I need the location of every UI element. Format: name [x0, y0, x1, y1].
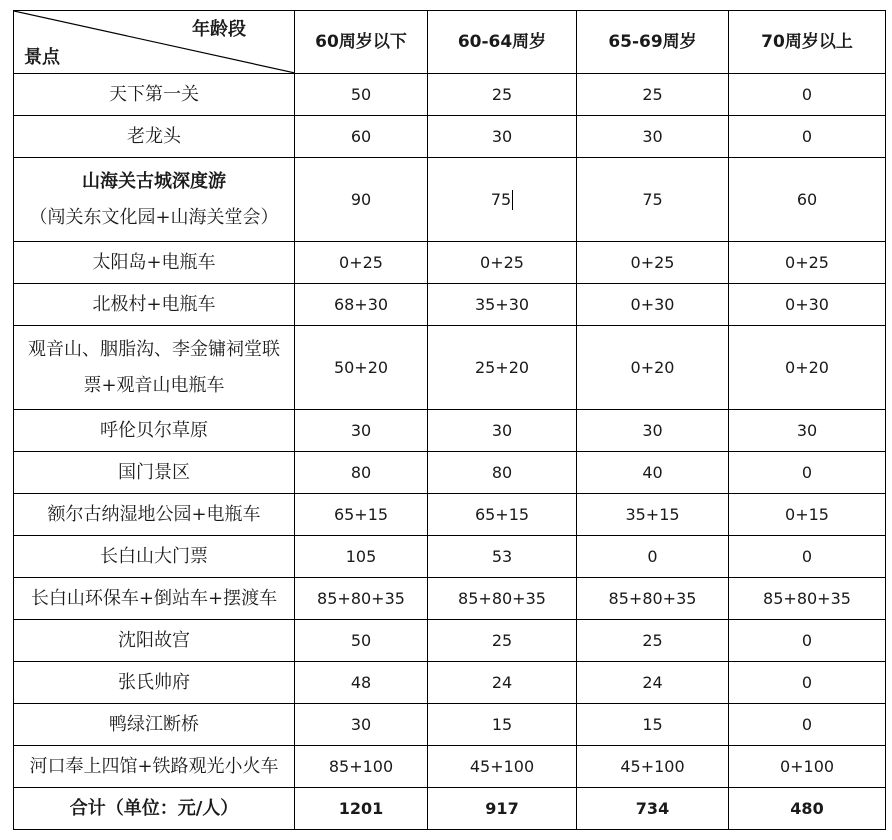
total-value: 480	[729, 788, 886, 830]
price-cell: 105	[295, 536, 428, 578]
col-header-under-60: 60周岁以下	[295, 11, 428, 74]
price-cell: 30	[295, 704, 428, 746]
price-cell: 24	[428, 662, 577, 704]
price-cell: 15	[428, 704, 577, 746]
price-cell: 25	[428, 74, 577, 116]
total-value: 1201	[295, 788, 428, 830]
price-cell: 65+15	[295, 494, 428, 536]
price-cell: 0	[729, 74, 886, 116]
table-row	[14, 116, 886, 158]
price-cell: 0+25	[729, 242, 886, 284]
price-cell: 0+25	[577, 242, 729, 284]
attraction-name: 长白山环保车+倒站车+摆渡车	[14, 578, 295, 620]
price-cell: 60	[729, 158, 886, 242]
price-cell: 53	[428, 536, 577, 578]
price-cell: 85+100	[295, 746, 428, 788]
price-cell: 48	[295, 662, 428, 704]
price-cell: 30	[577, 410, 729, 452]
table-row	[14, 746, 886, 788]
price-cell: 35+15	[577, 494, 729, 536]
table-row	[14, 410, 886, 452]
table-row	[14, 452, 886, 494]
price-cell: 0	[729, 116, 886, 158]
price-cell: 30	[428, 410, 577, 452]
price-cell: 50	[295, 74, 428, 116]
price-cell: 0+20	[729, 326, 886, 410]
price-cell: 0	[729, 662, 886, 704]
attraction-name: 老龙头	[14, 116, 295, 158]
price-cell: 40	[577, 452, 729, 494]
attraction-name: 国门景区	[14, 452, 295, 494]
price-cell: 15	[577, 704, 729, 746]
total-row	[14, 788, 886, 830]
total-label: 合计（单位：元/人）	[14, 788, 295, 830]
table-row	[14, 620, 886, 662]
attraction-name: 山海关古城深度游	[82, 170, 226, 192]
price-cell: 60	[295, 116, 428, 158]
table-row	[14, 74, 886, 116]
price-cell: 0	[577, 536, 729, 578]
table-row	[14, 242, 886, 284]
age-group-label: 年龄段	[192, 19, 246, 40]
price-value: 75	[490, 189, 512, 209]
price-cell: 90	[295, 158, 428, 242]
attraction-name: 鸭绿江断桥	[14, 704, 295, 746]
price-cell: 0+100	[729, 746, 886, 788]
attraction-name: 沈阳故宫	[14, 620, 295, 662]
total-value: 917	[428, 788, 577, 830]
text-cursor	[512, 190, 513, 210]
price-cell: 85+80+35	[295, 578, 428, 620]
table-row	[14, 578, 886, 620]
price-cell: 65+15	[428, 494, 577, 536]
price-cell: 0	[729, 536, 886, 578]
price-cell: 50	[295, 620, 428, 662]
price-cell: 25	[577, 74, 729, 116]
price-cell: 30	[729, 410, 886, 452]
price-cell: 0+20	[577, 326, 729, 410]
attraction-label: 景点	[24, 47, 60, 68]
attraction-name: 北极村+电瓶车	[14, 284, 295, 326]
price-cell: 45+100	[577, 746, 729, 788]
attraction-name: 额尔古纳湿地公园+电瓶车	[14, 494, 295, 536]
price-cell: 68+30	[295, 284, 428, 326]
price-cell: 85+80+35	[428, 578, 577, 620]
table-row	[14, 158, 886, 242]
col-header-60-64: 60-64周岁	[428, 11, 577, 74]
table-row	[14, 704, 886, 746]
attraction-name: 观音山、胭脂沟、李金镛祠堂联	[28, 338, 280, 360]
attraction-name-cell	[14, 158, 295, 242]
price-cell: 25+20	[428, 326, 577, 410]
price-cell: 80	[295, 452, 428, 494]
price-cell: 80	[428, 452, 577, 494]
attraction-name-cell	[14, 326, 295, 410]
price-cell: 0+30	[577, 284, 729, 326]
ticket-price-table	[13, 10, 886, 830]
price-cell: 30	[577, 116, 729, 158]
attraction-subname: （闯关东文化园+山海关堂会）	[29, 206, 279, 228]
price-cell: 30	[428, 116, 577, 158]
price-cell: 50+20	[295, 326, 428, 410]
table-row	[14, 536, 886, 578]
price-cell: 0	[729, 452, 886, 494]
price-cell: 0+25	[428, 242, 577, 284]
price-cell: 30	[295, 410, 428, 452]
col-header-over-70: 70周岁以上	[729, 11, 886, 74]
price-cell-editing[interactable]	[428, 158, 577, 242]
header-row	[14, 11, 886, 74]
price-cell: 24	[577, 662, 729, 704]
table-row	[14, 662, 886, 704]
table-row	[14, 494, 886, 536]
col-header-65-69: 65-69周岁	[577, 11, 729, 74]
price-cell: 25	[577, 620, 729, 662]
price-cell: 85+80+35	[729, 578, 886, 620]
price-cell: 0	[729, 620, 886, 662]
table-row	[14, 284, 886, 326]
price-cell: 25	[428, 620, 577, 662]
corner-header-cell	[14, 11, 295, 74]
price-cell: 0+15	[729, 494, 886, 536]
attraction-name: 河口奉上四馆+铁路观光小火车	[14, 746, 295, 788]
price-cell: 0+30	[729, 284, 886, 326]
price-cell: 85+80+35	[577, 578, 729, 620]
price-cell: 75	[577, 158, 729, 242]
attraction-name: 天下第一关	[14, 74, 295, 116]
attraction-name: 张氏帅府	[14, 662, 295, 704]
attraction-subname: 票+观音山电瓶车	[83, 374, 225, 396]
ticket-price-table-container	[13, 10, 885, 830]
table-row	[14, 326, 886, 410]
attraction-name: 呼伦贝尔草原	[14, 410, 295, 452]
attraction-name: 长白山大门票	[14, 536, 295, 578]
price-cell: 35+30	[428, 284, 577, 326]
price-cell: 0+25	[295, 242, 428, 284]
price-cell: 45+100	[428, 746, 577, 788]
attraction-name: 太阳岛+电瓶车	[14, 242, 295, 284]
total-value: 734	[577, 788, 729, 830]
price-cell: 0	[729, 704, 886, 746]
